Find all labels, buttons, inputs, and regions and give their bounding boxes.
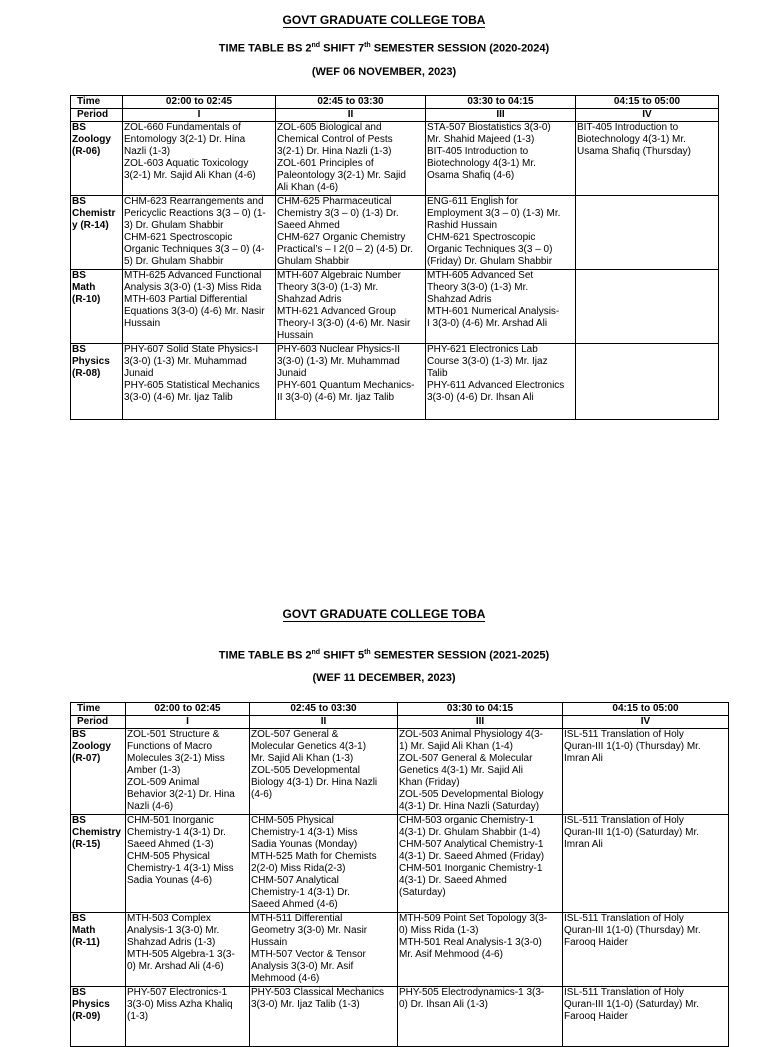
period-number: II [276, 109, 426, 122]
timetable-row [71, 815, 729, 913]
course-cell [398, 987, 563, 1047]
course-line: I 3(3-0) (4-6) Mr. Arshad Ali [427, 318, 548, 329]
program-name: Chemistry [72, 827, 121, 838]
course-line: 0) Dr. Ihsan Ali (1-3) [399, 999, 488, 1010]
program-name: Math [72, 925, 96, 936]
course-line: ZOL-603 Aquatic Toxicology [124, 158, 249, 169]
program-cell [71, 815, 126, 913]
course-cell [398, 815, 563, 913]
course-line: PHY-505 Electrodynamics-1 3(3- [399, 987, 545, 998]
course-cell [563, 913, 729, 987]
course-line: 3(3-0) Mr. Ijaz Talib (1-3) [251, 999, 360, 1010]
course-line: Khan (Friday) [399, 777, 460, 788]
course-line: Geometry 3(3-0) Mr. Nasir [251, 925, 368, 936]
course-line: Junaid [124, 368, 154, 379]
course-line: 0) Mr. Arshad Ali (4-6) [127, 961, 224, 972]
course-line: Talib [427, 368, 448, 379]
course-line: MTH-505 Algebra-1 3(3- [127, 949, 235, 960]
course-line: CHM-503 organic Chemistry-1 [399, 815, 535, 826]
course-cell [398, 729, 563, 815]
course-line: 4(3-1) Dr. Hina Nazli (Saturday) [399, 801, 540, 812]
course-line: 3) Dr. Ghulam Shabbir [124, 220, 224, 231]
course-line: ZOL-505 Developmental [251, 765, 360, 776]
course-line: Hussain [124, 318, 161, 329]
program-name: BS [72, 344, 86, 355]
course-line: Analysis-1 3(3-0) Mr. [127, 925, 220, 936]
course-line: Practical’s – I 2(0 – 2) (4-5) Dr. [277, 244, 413, 255]
time-slot: 04:15 to 05:00 [563, 703, 729, 716]
course-line: 0) Miss Rida (1-3) [399, 925, 479, 936]
course-line: Chemistry-1 4(3-1) Miss [251, 827, 358, 838]
course-cell [276, 122, 426, 196]
course-line: MTH-607 Algebraic Number [277, 270, 401, 281]
wef-date: (WEF 06 NOVEMBER, 2023) [311, 66, 457, 78]
time-header-row [71, 96, 719, 109]
course-cell [250, 815, 398, 913]
program-cell [71, 729, 126, 815]
course-line: Theory-I 3(3-0) (4-6) Mr. Nasir [277, 318, 411, 329]
course-line: Mr. Shahid Majeed (1-3) [427, 134, 535, 145]
course-line: Sadia Younas (Monday) [251, 839, 358, 850]
course-cell [576, 270, 719, 344]
course-line: ENG-611 English for [427, 196, 518, 207]
course-cell [250, 913, 398, 987]
course-line: CHM-505 Physical [251, 815, 334, 826]
course-line: ZOL-505 Developmental Biology [399, 789, 544, 800]
course-line: 4(3-1) Dr. Saeed Ahmed (Friday) [399, 851, 545, 862]
program-name: (R-07) [72, 753, 101, 764]
course-line: MTH-601 Numerical Analysis- [427, 306, 560, 317]
course-line: MTH-605 Advanced Set [427, 270, 534, 281]
course-line: MTH-501 Real Analysis-1 3(3-0) [399, 937, 542, 948]
time-slot: 04:15 to 05:00 [576, 96, 719, 109]
course-line: CHM-625 Pharmaceutical [277, 196, 392, 207]
course-line: Shahzad Adris [277, 294, 342, 305]
program-cell [71, 987, 126, 1047]
timetable-row [71, 987, 729, 1047]
program-name: (R-10) [72, 294, 101, 305]
course-line: MTH-511 Differential [251, 913, 343, 924]
timetable-title: TIME TABLE BS 2nd SHIFT 7th SEMESTER SESSION (2020-2024) [218, 42, 550, 55]
course-cell [576, 122, 719, 196]
course-line: MTH-603 Partial Differential [124, 294, 248, 305]
course-line: Functions of Macro [127, 741, 213, 752]
course-line: Chemistry-1 4(3-1) Miss [127, 863, 234, 874]
period-number: II [250, 716, 398, 729]
program-name: BS [72, 196, 86, 207]
time-slot: 02:45 to 03:30 [276, 96, 426, 109]
course-line: Paleontology 3(2-1) Mr. Sajid [277, 170, 406, 181]
timetable [70, 95, 719, 420]
course-line: 5) Dr. Ghulam Shabbir [124, 256, 224, 267]
program-name: BS [72, 122, 86, 133]
course-line: (Friday) Dr. Ghulam Shabbir [427, 256, 553, 267]
course-line: PHY-607 Solid State Physics-I [124, 344, 259, 355]
course-line: ZOL-507 General & Molecular [399, 753, 533, 764]
course-line: ISL-511 Translation of Holy [564, 987, 684, 998]
course-line: Analysis 3(3-0) (1-3) Miss Rida [124, 282, 262, 293]
course-line: BIT-405 Introduction to [427, 146, 529, 157]
course-line: Ghulam Shabbir [277, 256, 350, 267]
course-line: 3(3-0) (1-3) Mr. Muhammad [277, 356, 400, 367]
course-line: Biotechnology 4(3-1) Mr. [427, 158, 536, 169]
course-line: Farooq Haider [564, 1011, 628, 1022]
timetable [70, 702, 729, 1047]
course-line: 3(2-1) Dr. Hina Nazli (1-3) [277, 146, 392, 157]
program-name: (R-11) [72, 937, 100, 948]
time-slot: 02:45 to 03:30 [250, 703, 398, 716]
time-slot: 03:30 to 04:15 [426, 96, 576, 109]
course-line: Rashid Hussain [427, 220, 498, 231]
program-name: Zoology [72, 741, 111, 752]
course-line: MTH-625 Advanced Functional [124, 270, 262, 281]
course-line: Molecular Genetics 4(3-1) [251, 741, 367, 752]
course-line: Imran Ali [564, 839, 603, 850]
course-line: MTH-507 Vector & Tensor [251, 949, 366, 960]
program-name: BS [72, 913, 86, 924]
course-line: Nazli (1-3) [124, 146, 171, 157]
course-line: PHY-601 Quantum Mechanics- [277, 380, 415, 391]
course-line: Biotechnology 4(3-1) Mr. [577, 134, 686, 145]
course-line: 3(3-0) (1-3) Mr. Muhammad [124, 356, 247, 367]
program-name: Physics [72, 999, 110, 1010]
course-line: Pericyclic Reactions 3(3 – 0) (1- [124, 208, 266, 219]
course-line: Shahzad Adris [427, 294, 492, 305]
course-line: ZOL-601 Principles of [277, 158, 374, 169]
timetable-row [71, 913, 729, 987]
course-cell [276, 270, 426, 344]
time-label: Time [71, 703, 126, 716]
timetable-row [71, 270, 719, 344]
course-line: CHM-501 Inorganic [127, 815, 214, 826]
course-line: ZOL-503 Animal Physiology 4(3- [399, 729, 543, 740]
course-cell [123, 344, 276, 420]
course-line: Ali Khan (4-6) [277, 182, 339, 193]
course-line: Entomology 3(2-1) Dr. Hina [124, 134, 246, 145]
course-line: MTH-509 Point Set Topology 3(3- [399, 913, 548, 924]
course-line: PHY-611 Advanced Electronics [427, 380, 565, 391]
program-cell [71, 270, 123, 344]
program-name: (R-08) [72, 368, 101, 379]
timetable-row [71, 729, 729, 815]
course-line: Theory 3(3-0) (1-3) Mr. [277, 282, 379, 293]
course-cell [123, 122, 276, 196]
course-line: Quran-III 1(1-0) (Saturday) Mr. [564, 999, 700, 1010]
course-line: 3(2-1) Mr. Sajid Ali Khan (4-6) [124, 170, 256, 181]
course-line: Saeed Ahmed (4-6) [251, 899, 338, 910]
course-line: 1) Mr. Sajid Ali Khan (1-4) [399, 741, 513, 752]
course-line: Osama Shafiq (4-6) [427, 170, 515, 181]
course-line: Nazli (4-6) [127, 801, 174, 812]
time-slot: 02:00 to 02:45 [126, 703, 250, 716]
course-line: BIT-405 Introduction to [577, 122, 679, 133]
course-cell [576, 344, 719, 420]
course-cell [126, 913, 250, 987]
course-line: Quran-III 1(1-0) (Saturday) Mr. [564, 827, 700, 838]
timetable-row [71, 122, 719, 196]
course-line: (4-6) [251, 789, 273, 800]
course-cell [563, 815, 729, 913]
course-line: Behavior 3(2-1) Dr. Hina [127, 789, 235, 800]
course-line: ISL-511 Translation of Holy [564, 729, 684, 740]
course-line: Chemistry 3(3 – 0) (1-3) Dr. [277, 208, 399, 219]
course-line: ISL-511 Translation of Holy [564, 913, 684, 924]
course-cell [250, 729, 398, 815]
time-slot: 03:30 to 04:15 [398, 703, 563, 716]
course-cell [426, 196, 576, 270]
course-line: Amber (1-3) [127, 765, 181, 776]
course-line: ZOL-660 Fundamentals of [124, 122, 241, 133]
course-line: PHY-507 Electronics-1 [127, 987, 228, 998]
course-line: CHM-623 Rearrangements and [124, 196, 264, 207]
course-line: Equations 3(3-0) (4-6) Mr. Nasir [124, 306, 265, 317]
course-cell [563, 987, 729, 1047]
course-line: (1-3) [127, 1011, 149, 1022]
course-line: Usama Shafiq (Thursday) [577, 146, 691, 157]
course-line: MTH-621 Advanced Group [277, 306, 396, 317]
course-line: Quran-III 1(1-0) (Thursday) Mr. [564, 741, 701, 752]
course-line: 3(3-0) (4-6) Mr. Ijaz Talib [124, 392, 233, 403]
program-cell [71, 344, 123, 420]
program-name: Zoology [72, 134, 111, 145]
course-line: MTH-503 Complex [127, 913, 211, 924]
course-line: 3(3-0) (4-6) Dr. Ihsan Ali [427, 392, 534, 403]
program-name: BS [72, 987, 86, 998]
course-cell [250, 987, 398, 1047]
course-cell [426, 270, 576, 344]
program-name: (R-06) [72, 146, 101, 157]
program-name: y (R-14) [72, 220, 109, 231]
course-line: Shahzad Adris (1-3) [127, 937, 216, 948]
course-line: 2(2-0) Miss Rida(2-3) [251, 863, 346, 874]
course-line: 4(3-1) Dr. Saeed Ahmed [399, 875, 507, 886]
course-line: Employment 3(3 – 0) (1-3) Mr. [427, 208, 561, 219]
course-line: Course 3(3-0) (1-3) Mr. Ijaz [427, 356, 548, 367]
course-line: (Saturday) [399, 887, 446, 898]
period-number: I [123, 109, 276, 122]
course-cell [426, 122, 576, 196]
course-line: Biology 4(3-1) Dr. Hina Nazli [251, 777, 378, 788]
program-name: Physics [72, 356, 110, 367]
course-line: Saeed Ahmed (1-3) [127, 839, 214, 850]
program-name: (R-09) [72, 1011, 101, 1022]
program-name: BS [72, 815, 86, 826]
course-line: Hussain [277, 330, 314, 341]
course-line: ZOL-507 General & [251, 729, 339, 740]
course-line: CHM-507 Analytical [251, 875, 339, 886]
course-cell [276, 196, 426, 270]
course-line: Sadia Younas (4-6) [127, 875, 213, 886]
program-name: Chemistr [72, 208, 116, 219]
program-name: BS [72, 729, 86, 740]
course-line: PHY-603 Nuclear Physics-II [277, 344, 401, 355]
period-number: III [398, 716, 563, 729]
course-line: Farooq Haider [564, 937, 628, 948]
course-line: PHY-621 Electronics Lab [427, 344, 538, 355]
course-line: 4(3-1) Dr. Ghulam Shabbir (1-4) [399, 827, 541, 838]
course-line: CHM-505 Physical [127, 851, 210, 862]
timetable-row [71, 344, 719, 420]
course-line: Molecules 3(2-1) Miss [127, 753, 225, 764]
program-cell [71, 913, 126, 987]
program-cell [71, 122, 123, 196]
timetable-row [71, 196, 719, 270]
course-line: Genetics 4(3-1) Mr. Sajid Ali [399, 765, 523, 776]
course-line: ZOL-501 Structure & [127, 729, 220, 740]
period-number: IV [563, 716, 729, 729]
course-line: Organic Techniques 3(3 – 0) (4- [124, 244, 265, 255]
period-header-row [71, 109, 719, 122]
course-line: STA-507 Biostatistics 3(3-0) [427, 122, 551, 133]
course-line: PHY-605 Statistical Mechanics [124, 380, 260, 391]
course-line: CHM-507 Analytical Chemistry-1 [399, 839, 544, 850]
program-name: (R-15) [72, 839, 101, 850]
course-line: CHM-501 Inorganic Chemistry-1 [399, 863, 543, 874]
course-cell [123, 196, 276, 270]
period-number: I [126, 716, 250, 729]
course-line: Quran-III 1(1-0) (Thursday) Mr. [564, 925, 701, 936]
college-name: GOVT GRADUATE COLLEGE TOBA [282, 607, 486, 621]
period-label: Period [71, 109, 123, 122]
course-cell [126, 815, 250, 913]
course-line: Mr. Asif Mehmood (4-6) [399, 949, 503, 960]
course-cell [398, 913, 563, 987]
course-cell [276, 344, 426, 420]
course-line: ISL-511 Translation of Holy [564, 815, 684, 826]
course-line: Chemistry-1 4(3-1) Dr. [251, 887, 350, 898]
course-line: Mehmood (4-6) [251, 973, 320, 984]
course-line: CHM-627 Organic Chemistry [277, 232, 406, 243]
college-name: GOVT GRADUATE COLLEGE TOBA [282, 13, 486, 27]
course-line: Imran Ali [564, 753, 603, 764]
course-line: MTH-525 Math for Chemists [251, 851, 377, 862]
course-line: Junaid [277, 368, 307, 379]
wef-date: (WEF 11 DECEMBER, 2023) [312, 672, 456, 684]
period-label: Period [71, 716, 126, 729]
timetable-title: TIME TABLE BS 2nd SHIFT 5th SEMESTER SESSION (2021-2025) [218, 649, 550, 662]
program-name: BS [72, 270, 86, 281]
course-line: Chemistry-1 4(3-1) Dr. [127, 827, 226, 838]
program-name: Math [72, 282, 96, 293]
time-slot: 02:00 to 02:45 [123, 96, 276, 109]
course-line: Mr. Sajid Ali Khan (1-3) [251, 753, 354, 764]
course-cell [563, 729, 729, 815]
course-line: Analysis 3(3-0) Mr. Asif [251, 961, 354, 972]
course-line: Organic Techniques 3(3 – 0) [427, 244, 553, 255]
course-line: CHM-621 Spectroscopic [427, 232, 536, 243]
time-label: Time [71, 96, 123, 109]
course-line: PHY-503 Classical Mechanics [251, 987, 385, 998]
course-line: ZOL-509 Animal [127, 777, 200, 788]
period-number: III [426, 109, 576, 122]
course-cell [426, 344, 576, 420]
course-line: Saeed Ahmed [277, 220, 340, 231]
time-header-row [71, 703, 729, 716]
course-line: Hussain [251, 937, 288, 948]
course-cell [123, 270, 276, 344]
course-line: ZOL-605 Biological and [277, 122, 382, 133]
course-line: CHM-621 Spectroscopic [124, 232, 233, 243]
course-line: 3(3-0) Miss Azha Khaliq [127, 999, 233, 1010]
course-cell [576, 196, 719, 270]
course-cell [126, 729, 250, 815]
program-cell [71, 196, 123, 270]
period-header-row [71, 716, 729, 729]
period-number: IV [576, 109, 719, 122]
course-line: Theory 3(3-0) (1-3) Mr. [427, 282, 529, 293]
course-cell [126, 987, 250, 1047]
course-line: Chemical Control of Pests [277, 134, 393, 145]
course-line: II 3(3-0) (4-6) Mr. Ijaz Talib [277, 392, 395, 403]
